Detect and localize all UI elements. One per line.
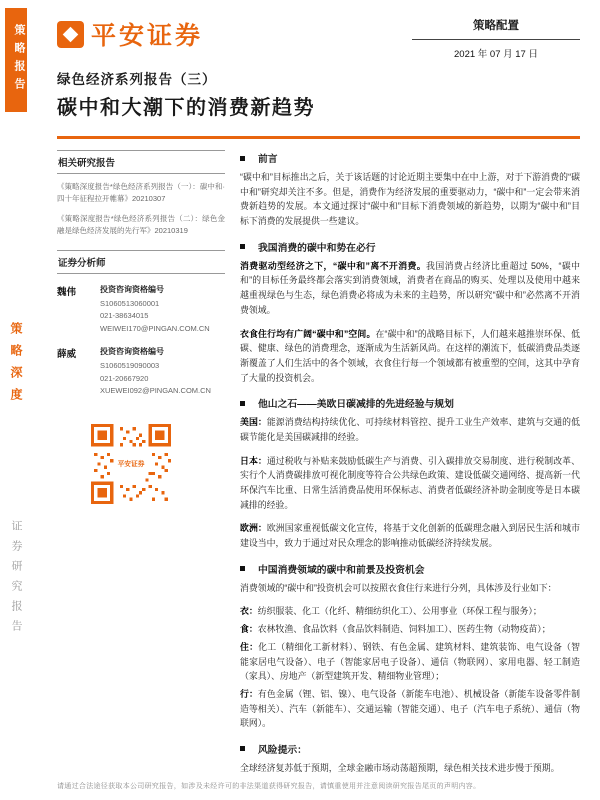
section-domestic-consumption <box>240 240 580 386</box>
analyst-name: 魏伟 <box>57 286 77 298</box>
section-preface <box>240 151 580 229</box>
accent-divider <box>57 136 580 139</box>
analyst-name: 薛威 <box>57 348 77 360</box>
side-band-report-depth: 策略深度 <box>9 322 23 410</box>
paragraph: 消费领域的“碳中和”投资机会可以按照衣食住行来进行分列，具体涉及行业如下： <box>240 582 557 593</box>
qr-code <box>91 424 171 504</box>
section-foreign-experience <box>240 396 580 551</box>
related-report-item: 《策略深度报告*绿色经济系列报告（一）：碳中和·四十年征程拉开帷幕》20210307 <box>57 182 225 204</box>
paragraph-food: 食：农林牧渔、食品饮料（食品饮料制造、饲料加工）、医药生物（动物疫苗）； <box>240 624 551 635</box>
section-title: 中国消费领域的碳中和前景及投资机会 <box>258 564 425 576</box>
paragraph: 美国：能源消费结构持续优化、可持续材料管控、提升工业生产效率、建筑与交通的低碳节能化是美国碳减排的经验。 <box>240 417 581 442</box>
analyst-info <box>100 284 225 336</box>
square-bullet-icon <box>240 244 245 249</box>
paragraph-clothing: 衣：纺织服装、化工（化纤、精细纺织化工）、公用事业（环保工程与服务）； <box>240 606 542 617</box>
series-title: 绿色经济系列报告（三） <box>57 72 217 87</box>
section-heading <box>240 240 580 254</box>
analyst-email: WEIWEI170@PINGAN.COM.CN <box>100 324 210 333</box>
side-band-research-label: 证券研究报告 <box>10 520 22 640</box>
side-band-report-type: 策略报告 <box>5 8 27 112</box>
report-date: 2021 年 07 月 17 日 <box>454 49 538 60</box>
analyst-cert-label: 投资咨询资格编号 <box>100 284 164 294</box>
paragraph: 衣食住行均有广阔“碳中和”空间。在“碳中和”的战略目标下，人们越来越推崇环保、低碳、健康、绿色的消费理念，逐渐成为生活新风尚。在这样的潮流下，低碳消费品类逐渐覆盖了人们生活中的各个领域，衣食住行每一个领域都有被重塑的空间，这其中孕育了大量的投资机会。 <box>240 328 580 383</box>
analyst-cert-label: 投资咨询资格编号 <box>100 346 164 356</box>
section-heading <box>240 562 580 576</box>
paragraph: “碳中和”目标推出之后，关于该话题的讨论近期主要集中在中上游，对于下游消费的“碳中和”研究却关注不多。但是，消费作为经济发展的重要驱动力，“碳中和”一定会带来消费新趋势的发展。本文通过探讨“碳中和”目标下消费领域的新趋势，以期为“碳中和”目标下消费的发展提供一些建议。 <box>240 172 580 227</box>
paragraph: 全球经济复苏低于预期，全球金融市场动荡超预期，绿色相关技术进步慢于预期。 <box>240 762 560 773</box>
section-heading <box>240 151 580 165</box>
analyst-cert-number: S1060513060001 <box>100 298 160 308</box>
brand-logo <box>57 16 203 52</box>
paragraph-transport: 行：有色金属（锂、铝、镍）、电气设备（新能车电池）、机械设备（新能车设备零件制造等相关）、汽车（新能车）、交通运输（智能交通）、电子（汽车电子系统）、通信（物联网）。 <box>240 688 581 729</box>
paragraph-housing: 住：化工（精细化工新材料）、钢铁、有色金属、建筑材料、建筑装饰、电气设备（智能家居电气设备）、电子（智能家居电子设备）、通信（物联网）、家用电器、轻工制造（家具）、房地产（新型建筑开发、精细物业管理）； <box>240 641 580 682</box>
square-bullet-icon <box>240 746 245 751</box>
analyst-phone: 021-20667920 <box>100 373 149 383</box>
square-bullet-icon <box>240 566 245 571</box>
related-report-item: 《策略深度报告*绿色经济系列报告（二）：绿色金融是绿色经济发展的先行军》20210319 <box>57 213 225 236</box>
page-title: 碳中和大潮下的消费新趋势 <box>57 97 315 119</box>
paragraph: 欧洲：欧洲国家重视低碳文化宣传，将基于文化创新的低碳理念融入到居民生活和城市建设当中，致力于通过对民众理念的影响推动低碳经济持续发展。 <box>240 523 581 549</box>
square-bullet-icon <box>240 401 245 406</box>
brand-name: 平安证券 <box>91 22 204 50</box>
section-title: 他山之石——美欧日碳减排的先进经验与规划 <box>258 399 454 411</box>
left-rail <box>57 150 225 785</box>
header-meta <box>412 17 580 60</box>
analyst-email: XUEWEI092@PINGAN.COM.CN <box>100 386 211 396</box>
related-reports-header: 相关研究报告 <box>57 150 225 174</box>
square-bullet-icon <box>240 156 245 161</box>
section-title: 我国消费的碳中和势在必行 <box>258 242 376 254</box>
pingan-logo-icon <box>57 21 84 48</box>
report-category: 策略配置 <box>412 17 580 40</box>
section-title: 风险提示： <box>258 744 307 756</box>
paragraph: 日本：通过税收与补贴来鼓励低碳生产与消费、引入碳排放交易制度、进行税制改革、实行个人消费碳排放可视化制度等符合公共绿色政策、建设低碳交通网络、提高新一代环保汽车比重、日常生活消费品使用环保标志、消费者低碳经济补助金制度等是日本碳减排的经验。 <box>240 455 581 510</box>
analyst-card <box>57 346 225 398</box>
section-heading <box>240 396 580 410</box>
analyst-info <box>100 346 225 398</box>
analyst-phone: 021-38634015 <box>100 311 149 321</box>
section-investment-opportunities <box>240 562 580 731</box>
section-heading <box>240 742 580 756</box>
analysts-header: 证券分析师 <box>57 250 225 274</box>
content-area <box>57 150 580 785</box>
section-risk-warning <box>240 742 580 776</box>
compliance-footer: 请通过合法途径获取本公司研究报告，如涉及未经许可的非法渠道获得研究报告，请慎重使用并注意阅读研究报告尾页的声明内容。 <box>57 783 481 790</box>
main-column <box>240 150 580 785</box>
analyst-card <box>57 284 225 336</box>
section-title: 前言 <box>258 154 278 165</box>
analyst-cert-number: S1060519090003 <box>100 360 160 370</box>
paragraph: 消费驱动型经济之下，“碳中和”离不开消费。我国消费占经济比重超过 50%，“碳中和”的目标任务最终都会落实到消费领域，消费者在商品的购买、处理以及使用中越来越重视绿色与生态，绿色消费必将成为未来的主趋势，所以研究“碳中和”必然离不开消费领域。 <box>240 260 580 315</box>
qr-center-label: 平安证券 <box>117 461 145 469</box>
